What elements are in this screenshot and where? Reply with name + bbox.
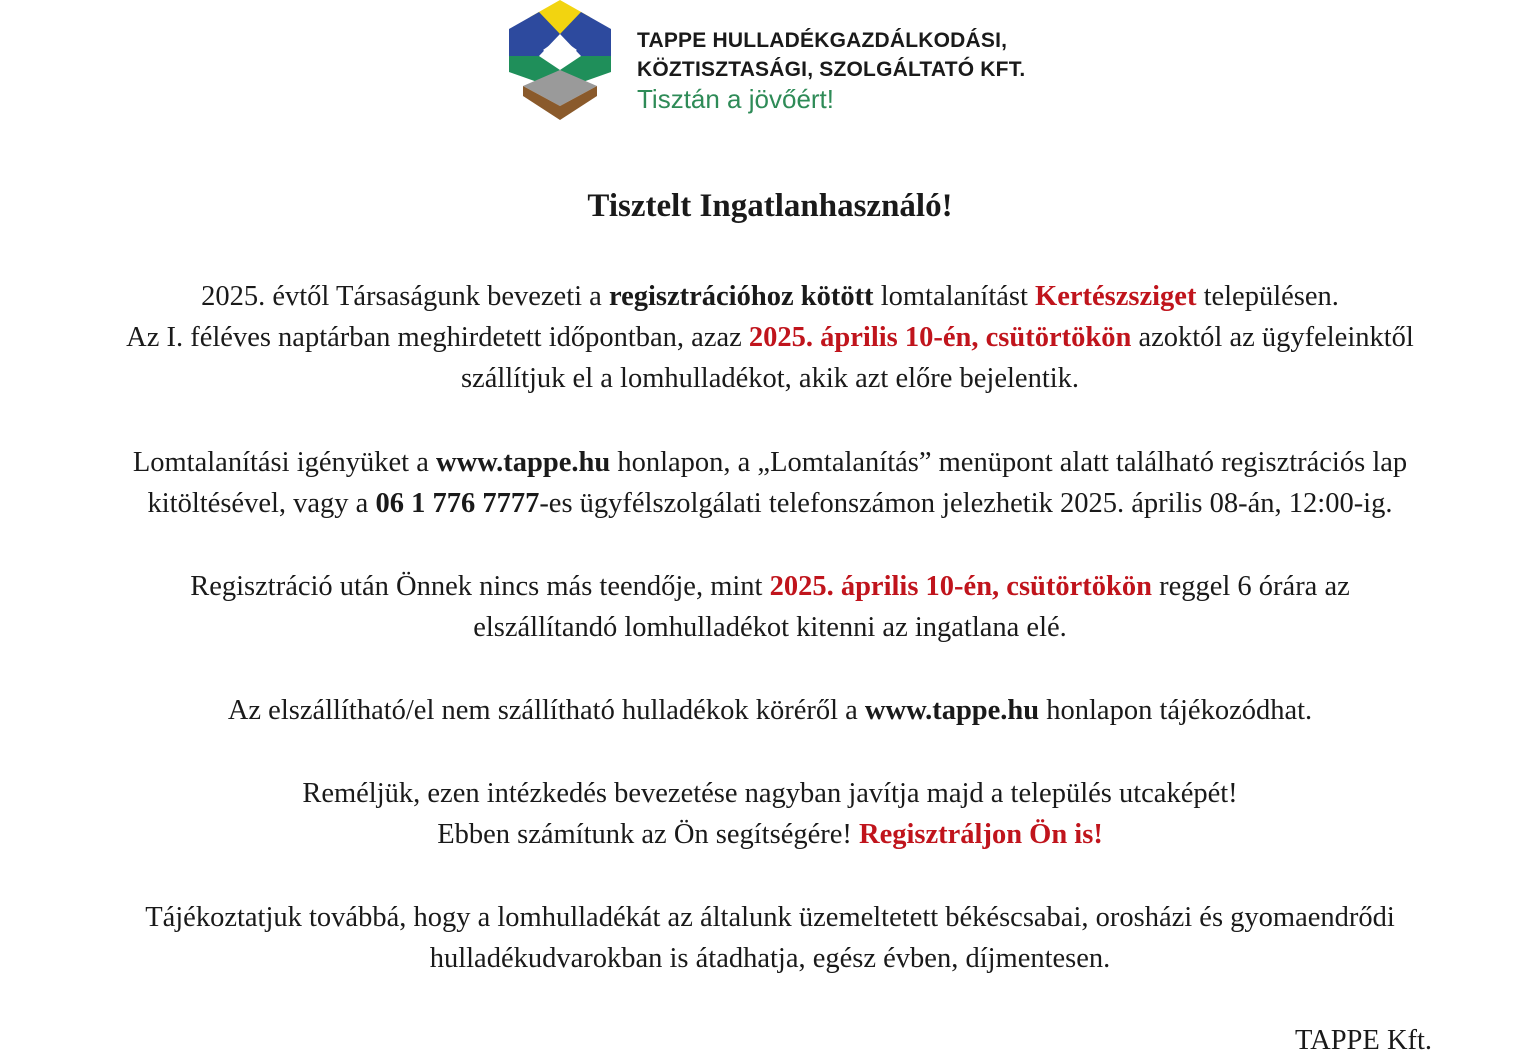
website-link[interactable]: www.tappe.hu [864,695,1040,726]
text-segment: honlapon, a „Lomtalanítás” menüpont alatt található regisztrációs lap [610,447,1408,478]
call-to-action: Regisztráljon Ön is! [859,819,1103,850]
settlement-name: Kertészsziget [1035,281,1197,312]
company-logo [505,0,615,124]
text-line: Tájékoztatjuk továbbá, hogy a lomhulladékát az általunk üzemeltetett békéscsabai, orosházi és gyomaendrődi [145,902,1395,933]
paragraph-registration-intro [0,276,1540,399]
text-line [0,690,1540,731]
text-line: Reméljük, ezen intézkedés bevezetése nagyban javítja majd a település utcaképét! [302,778,1238,809]
company-name [637,26,1025,114]
collection-date: 2025. április 10-én, csütörtökön [769,571,1152,602]
paragraph-how-to-register [0,442,1540,524]
text-line [0,814,1540,855]
text-segment: lomtalanítást [873,281,1036,312]
text-segment: 2025. évtől Társaságunk bevezeti a [201,281,609,312]
greeting-heading: Tisztelt Ingatlanhasználó! [587,188,953,224]
text-line: szállítjuk el a lomhulladékot, akik azt előre bejelentik. [460,363,1080,394]
letterhead [505,0,1045,124]
paragraph-waste-yards [0,897,1540,979]
signature: TAPPE Kft. [1295,1025,1433,1056]
text-segment: Ebben számítunk az Ön segítségére! [437,819,859,850]
bold-text: regisztrációhoz kötött [608,281,874,312]
text-line [0,317,1540,358]
text-line [0,483,1540,524]
text-segment: kitöltésével, vagy a [147,488,376,519]
website-link[interactable]: www.tappe.hu [435,447,611,478]
text-segment: Az I. féléves naptárban meghirdetett időpontban, azaz [126,322,749,353]
text-line [0,442,1540,483]
text-segment: településen. [1196,281,1339,312]
text-segment: honlapon tájékozódhat. [1039,695,1313,726]
text-line: elszállítandó lomhulladékot kitenni az ingatlana elé. [473,612,1067,643]
text-segment: azoktól az ügyfeleinktől [1131,322,1414,353]
company-name-line2: KÖZTISZTASÁGI, SZOLGÁLTATÓ KFT. [637,58,1026,81]
paragraph-after-registration [0,566,1540,648]
text-segment: Az elszállítható/el nem szállítható hulladékok köréről a [227,695,865,726]
text-line: hulladékudvarokban is átadhatja, egész évben, díjmentesen. [429,943,1111,974]
text-line [0,276,1540,317]
company-slogan: Tisztán a jövőért! [637,84,835,114]
phone-number: 06 1 776 7777 [375,488,540,519]
text-line [0,566,1540,607]
text-segment: -es ügyfélszolgálati telefonszámon jelezhetik 2025. április 08-án, 12:00-ig. [539,488,1393,519]
collection-date: 2025. április 10-én, csütörtökön [748,322,1132,353]
text-segment: Lomtalanítási igényüket a [132,447,436,478]
company-name-line1: TAPPE HULLADÉKGAZDÁLKODÁSI, [637,29,1008,52]
text-segment: Regisztráció után Önnek nincs más teendője, mint [190,571,770,602]
paragraph-appeal [0,773,1540,855]
paragraph-waste-info [0,690,1540,731]
text-segment: reggel 6 órára az [1151,571,1350,602]
